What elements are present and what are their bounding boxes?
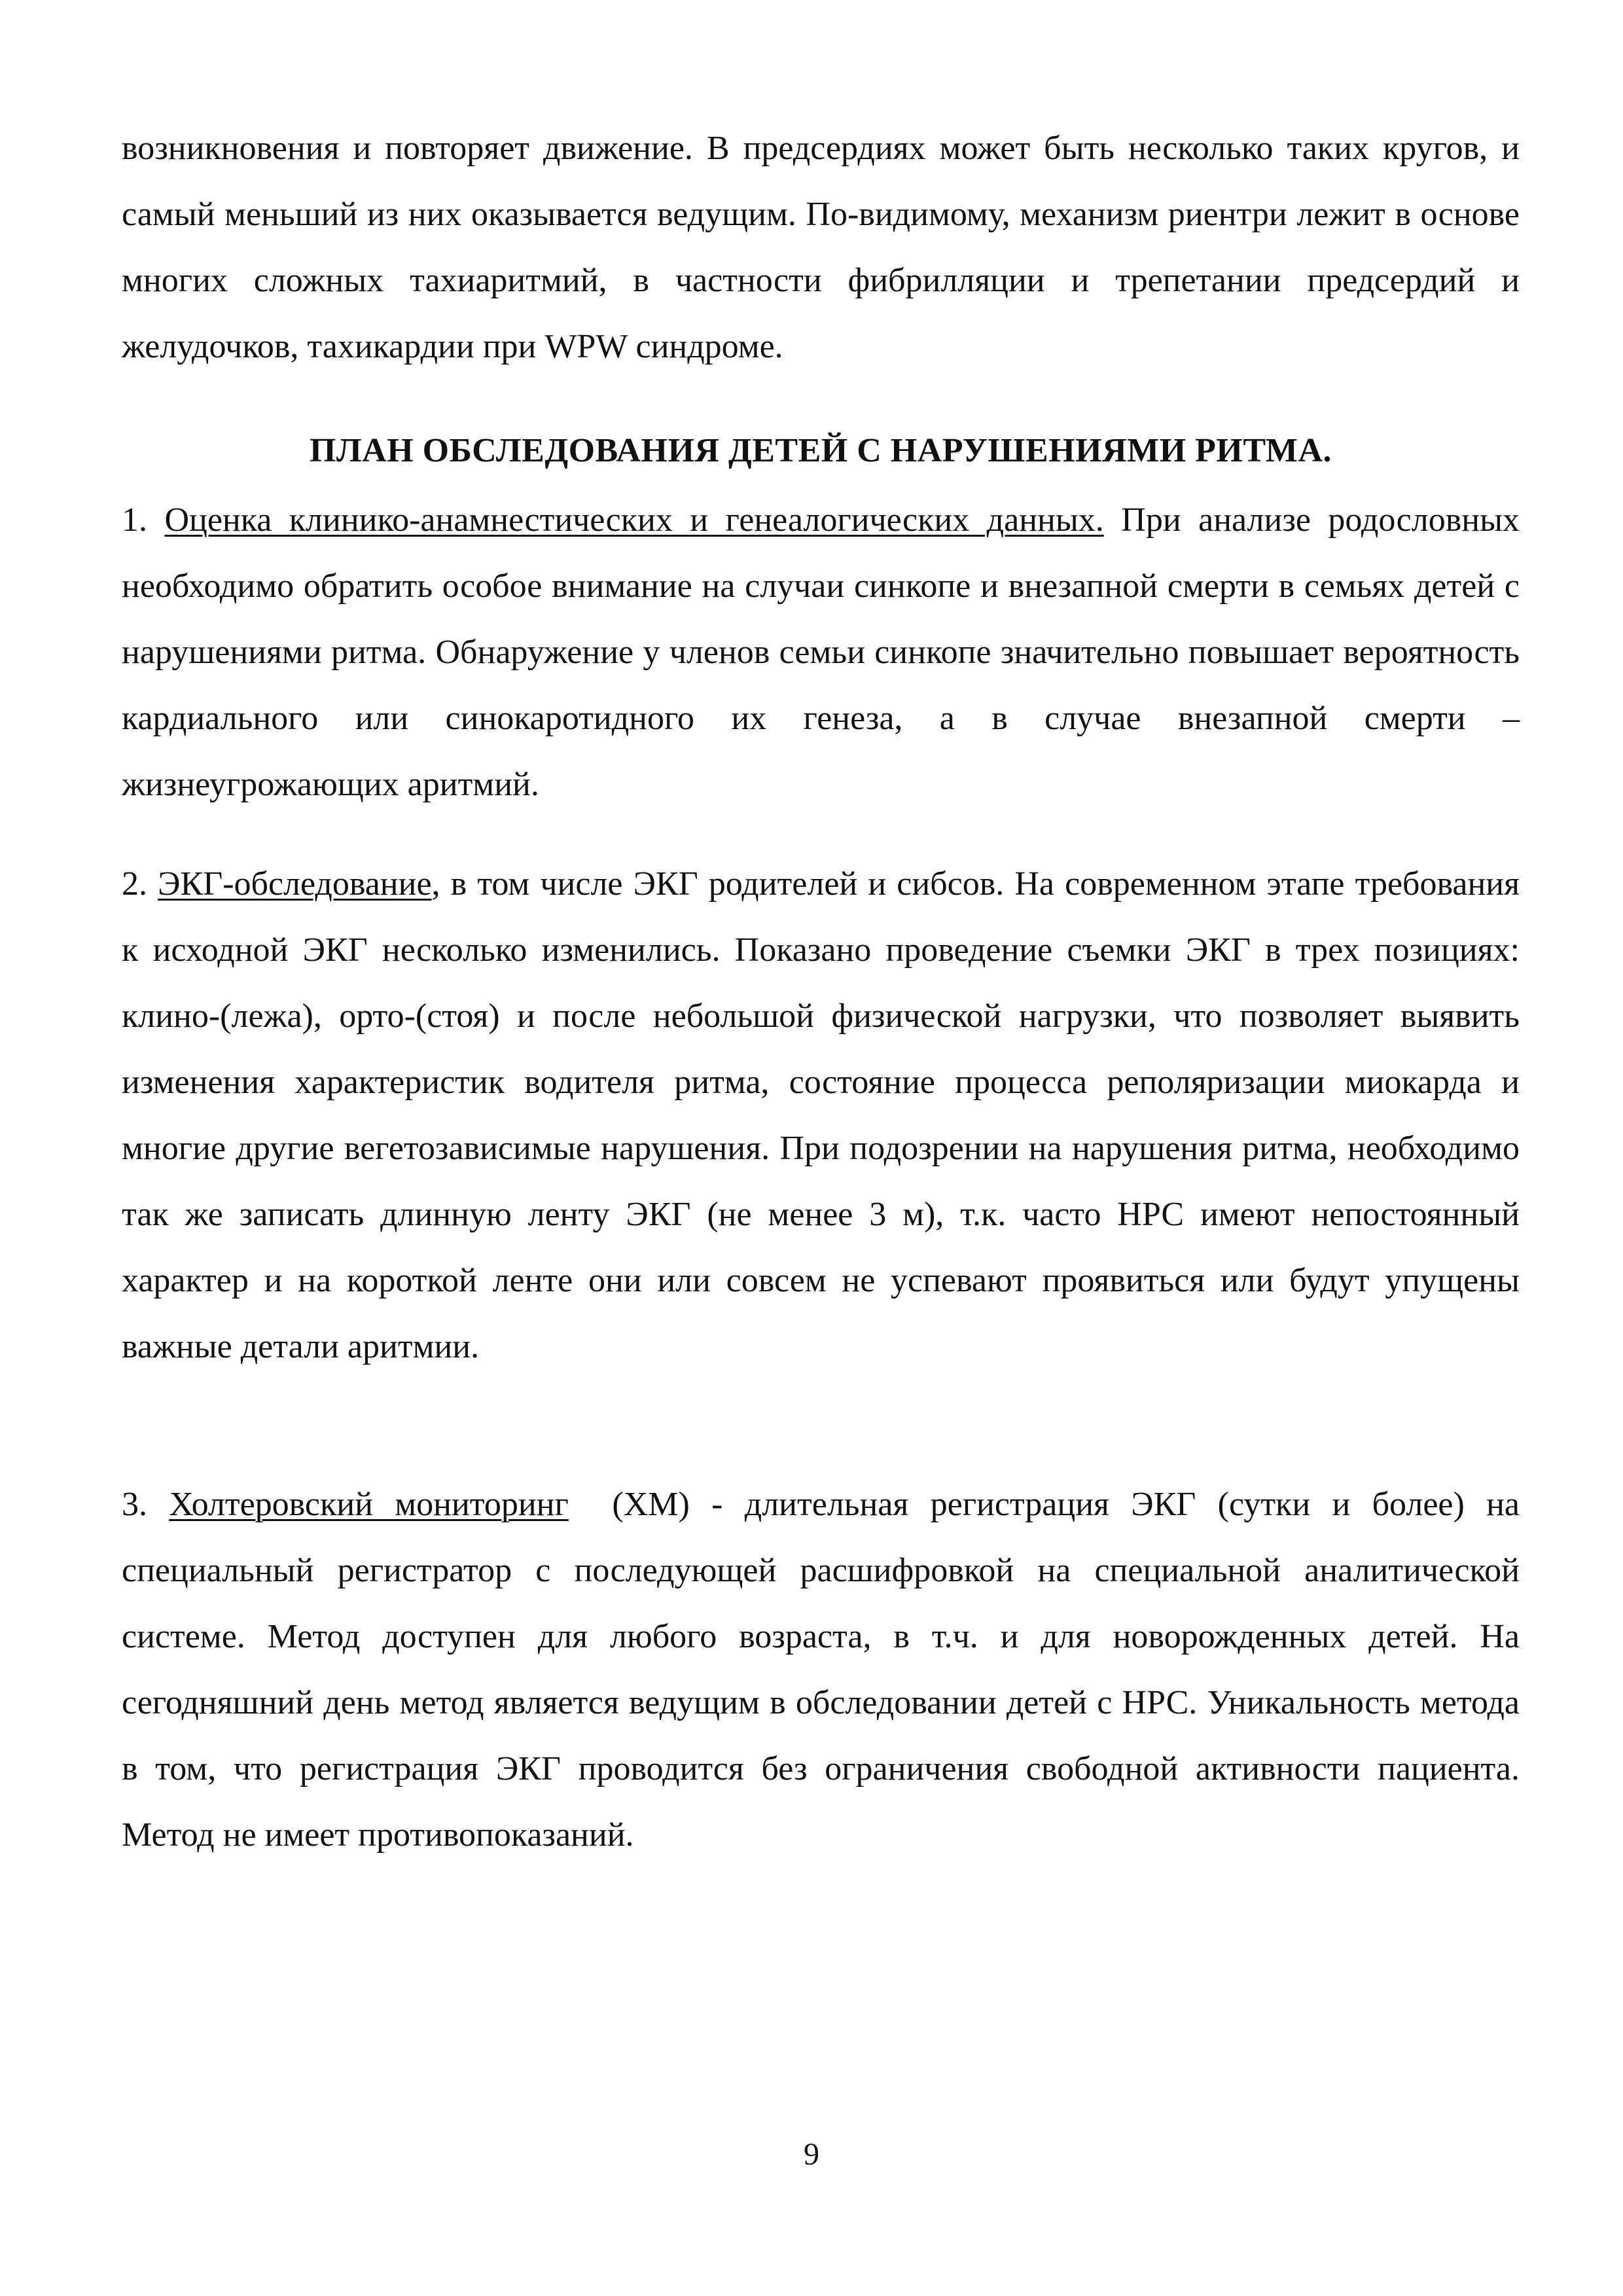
list-item-3 (122, 1471, 1529, 1868)
list-item-2 (122, 851, 1520, 1380)
intro-text: возникновения и повторяет движение. В предсердиях может быть несколько таких кругов, и самый меньший из них оказывается ведущим. По-видимому, механизм риентри лежит в основе многих сложных тахиаритмий, в частности фибрилляции и трепетании предсердий и желудочков, тахикардии при WPW синдроме. (122, 130, 1520, 365)
list-item-3-number: 3. (122, 1486, 147, 1523)
list-item-2-number: 2. (122, 865, 147, 903)
list-item-1 (122, 487, 1520, 817)
list-item-3-text: (ХМ) - длительная регистрация ЭКГ (сутки и более) на специальный регистратор с последующей расшифровкой на специальной аналитической системе. Метод доступен для любого возраста, в т.ч. и для новорожденных детей. На сегодняшний день метод является ведущим в обследовании детей с НРС. Уникальность метода в том, что регистрация ЭКГ проводится без ограничения свободной активности пациента. Метод не имеет противопоказаний. (122, 1486, 1529, 1854)
list-item-1-number: 1. (122, 501, 147, 539)
list-item-3-title: Холтеровский мониторинг (169, 1486, 569, 1523)
list-item-2-title: ЭКГ-обследование (158, 865, 432, 903)
page-number: 9 (804, 2137, 819, 2172)
section-heading: ПЛАН ОБСЛЕДОВАНИЯ ДЕТЕЙ С НАРУШЕНИЯМИ РИТМА. (309, 432, 1332, 469)
list-item-1-text: При анализе родословных необходимо обратить особое внимание на случаи синкопе и внезапной смерти в семьях детей с нарушениями ритма. Обнаружение у членов семьи синкопе значительно повышает вероятность кардиального или синокаротидного их генеза, а в случае внезапной смерти – жизнеугрожающих аритмий. (122, 501, 1520, 803)
list-item-2-text: , в том числе ЭКГ родителей и сибсов. На современном этапе требования к исходной ЭКГ несколько изменились. Показано проведение съемки ЭКГ в трех позициях: клино-(лежа), орто-(стоя) и после небольшой физической нагрузки, что позволяет выявить изменения характеристик водителя ритма, состояние процесса реполяризации миокарда и многие другие вегетозависимые нарушения. При подозрении на нарушения ритма, необходимо так же записать длинную ленту ЭКГ (не менее 3 м), т.к. часто НРС имеют непостоянный характер и на короткой ленте они или совсем не успевают проявиться или будут упущены важные детали аритмии. (122, 865, 1520, 1365)
list-item-1-title: Оценка клинико-анамнестических и генеалогических данных. (164, 501, 1104, 539)
intro-paragraph (122, 115, 1520, 380)
